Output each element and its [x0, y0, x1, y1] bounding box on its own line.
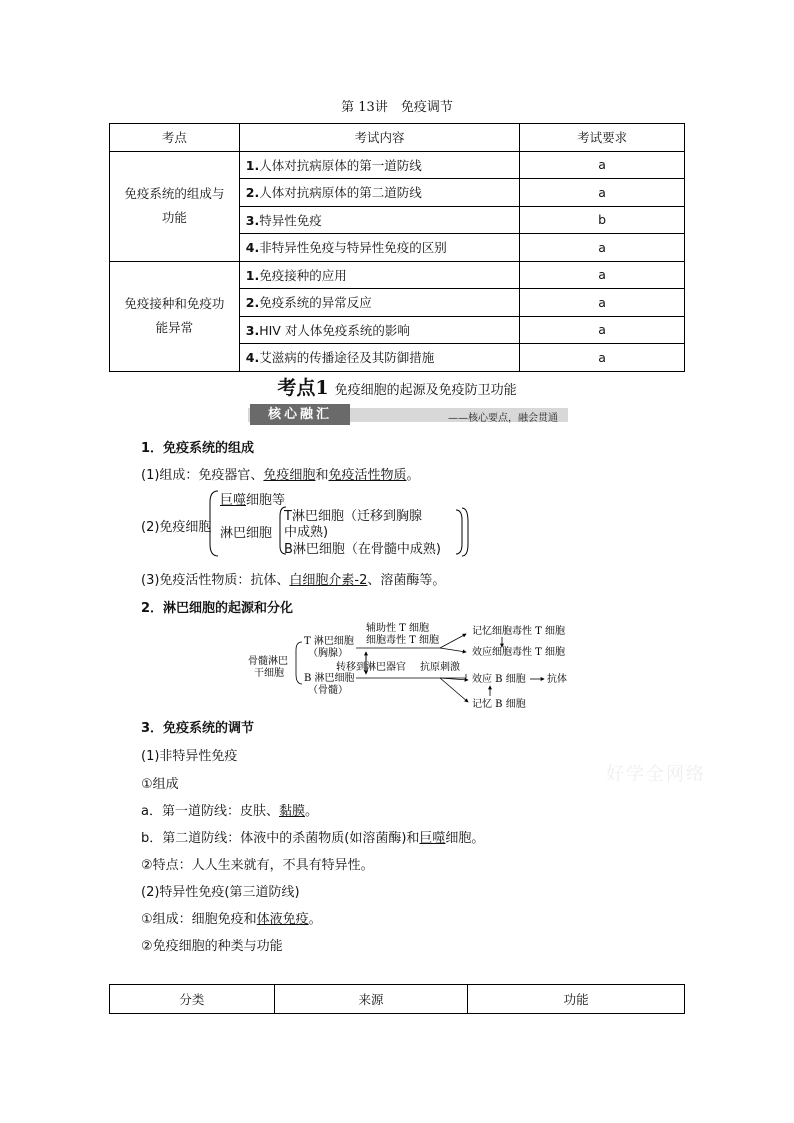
content-cell	[239, 234, 520, 262]
text: 。	[406, 468, 420, 483]
t-cell-label: T 淋巴细胞	[304, 636, 354, 647]
req-cell: a	[520, 344, 685, 372]
paragraph: ②免疫细胞的种类与功能	[141, 939, 283, 954]
item-number: 2.	[245, 185, 260, 201]
outer-right-paren	[462, 508, 468, 556]
arrow-to-mem-b	[440, 678, 468, 702]
effector-t-label: 效应细胞毒性 T 细胞	[472, 647, 566, 658]
table-row	[110, 151, 685, 179]
underlined-text: 免疫活性物质	[328, 468, 407, 483]
b-cell-line: B淋巴细胞（在骨髓中成熟)	[284, 542, 441, 557]
header-cell: 考试内容	[239, 124, 520, 152]
kaodian-heading	[0, 373, 794, 400]
text: (1)组成：免疫器官、	[141, 468, 264, 483]
content-cell	[239, 206, 520, 234]
table-header-row	[110, 985, 685, 1014]
item-text: 特异性免疫	[259, 212, 322, 228]
b-cell-label: B 淋巴细胞	[304, 673, 355, 684]
content-cell	[239, 151, 520, 179]
underlined-text: 免疫细胞	[263, 468, 316, 483]
item-number: 4.	[245, 350, 260, 366]
paragraph	[141, 464, 419, 483]
category-text: 免疫系统的组成与	[124, 186, 225, 201]
item-text: 艾滋病的传播途径及其防御措施	[259, 350, 435, 366]
req-cell: a	[520, 316, 685, 344]
t-origin-label: （胸腺）	[308, 648, 348, 659]
item-number: 3.	[245, 212, 260, 228]
item-number: 1.	[245, 157, 260, 173]
root-label-1: 骨髓淋巴	[248, 656, 288, 667]
exam-requirements-table	[109, 123, 685, 372]
helper-t-label: 辅助性 T 细胞	[366, 623, 430, 634]
antigen-label: 抗原刺激	[420, 662, 460, 673]
cytotoxic-t-label: 细胞毒性 T 细胞	[366, 635, 440, 646]
text: ①组成：细胞免疫和	[141, 912, 257, 927]
text: 、溶菌酶等。	[367, 573, 446, 588]
req-cell: b	[520, 206, 685, 234]
item-text: HIV 对人体免疫系统的影响	[259, 322, 410, 338]
header-cell: 功能	[468, 985, 685, 1014]
macrophage-line	[220, 489, 285, 508]
banner-subtitle: ——核心要点，融会贯通	[448, 413, 558, 424]
item-text: 人体对抗病原体的第一道防线	[259, 157, 422, 173]
item-number: 2.	[245, 295, 260, 311]
category-cell	[110, 261, 240, 371]
antibody-label: 抗体	[547, 674, 567, 685]
t-cell-line: T淋巴细胞（迁移到胸腺	[284, 509, 422, 524]
content-cell	[239, 179, 520, 207]
immune-cell-table	[109, 984, 685, 1014]
text: 细胞等	[246, 493, 286, 508]
page-title: 第 13讲 免疫调节	[341, 100, 453, 115]
root-brace	[296, 642, 302, 684]
header-cell: 考试要求	[520, 124, 685, 152]
req-cell: a	[520, 289, 685, 317]
outer-left-brace	[210, 491, 218, 556]
root-label-2: 干细胞	[254, 668, 284, 679]
category-text: 免疫接种和免疫功	[124, 296, 225, 311]
req-cell: a	[520, 151, 685, 179]
item-number: 4.	[245, 240, 260, 256]
section-heading: 3．免疫系统的调节	[141, 721, 255, 736]
table-row	[110, 261, 685, 289]
req-cell: a	[520, 261, 685, 289]
paragraph	[141, 569, 445, 588]
item-text: 非特异性免疫与特异性免疫的区别	[259, 240, 447, 256]
inner-right-paren	[456, 510, 462, 554]
text: 和	[315, 468, 329, 483]
paragraph	[141, 827, 484, 846]
immune-cells-label: (2)免疫细胞	[141, 520, 212, 535]
table-header-row	[110, 124, 685, 152]
item-text: 免疫系统的异常反应	[259, 295, 372, 311]
text: (3)免疫活性物质：抗体、	[141, 573, 290, 588]
arrow-to-mem-t	[440, 634, 466, 648]
req-cell: a	[520, 234, 685, 262]
underlined-text: 巨噬	[220, 493, 247, 508]
content-cell	[239, 316, 520, 344]
text: 。	[304, 804, 318, 819]
memory-t-label: 记忆细胞毒性 T 细胞	[472, 626, 566, 637]
header-cell: 分类	[110, 985, 275, 1014]
paragraph: ①组成	[141, 777, 179, 792]
content-cell	[239, 344, 520, 372]
section-heading: 2．淋巴细胞的起源和分化	[141, 601, 294, 616]
effector-b-label: 效应 B 细胞	[472, 674, 526, 685]
memory-b-label: 记忆 B 细胞	[472, 699, 526, 710]
text: b．第二道防线：体液中的杀菌物质(如溶菌酶)和	[141, 831, 420, 846]
kaodian-text: 免疫细胞的起源及免疫防卫功能	[334, 383, 517, 398]
section-heading: 1．免疫系统的组成	[141, 441, 255, 456]
item-text: 人体对抗病原体的第二道防线	[259, 185, 422, 201]
text: 。	[308, 912, 322, 927]
paragraph: ②特点：人人生来就有，不具有特异性。	[141, 858, 374, 873]
watermark: 好学全网络	[606, 764, 706, 785]
content-cell	[239, 261, 520, 289]
arrow-to-eff-t	[440, 648, 466, 652]
underlined-text: 白细胞介素-2	[289, 573, 368, 588]
lymphocyte-differentiation-diagram	[240, 618, 590, 714]
item-number: 1.	[245, 267, 260, 283]
underlined-text: 体液免疫	[256, 912, 309, 927]
b-origin-label: （骨髓）	[308, 685, 348, 696]
header-cell: 考点	[110, 124, 240, 152]
category-cell	[110, 151, 240, 261]
category-text: 功能	[161, 210, 187, 225]
underlined-text: 黏膜	[278, 804, 305, 819]
category-text: 能异常	[155, 320, 194, 335]
item-number: 3.	[245, 322, 260, 338]
banner-label: 核心融汇	[250, 404, 350, 425]
text: a．第一道防线：皮肤、	[141, 804, 279, 819]
t-cell-line-2: 中成熟)	[284, 525, 329, 540]
paragraph: (1)非特异性免疫	[141, 749, 238, 764]
content-cell	[239, 289, 520, 317]
paragraph	[141, 908, 322, 927]
underlined-text: 巨噬	[419, 831, 446, 846]
lymphocyte-label: 淋巴细胞	[220, 526, 273, 541]
migrate-label: 转移到淋巴器官	[336, 662, 406, 673]
paragraph: (2)特异性免疫(第三道防线)	[141, 885, 300, 900]
header-cell: 来源	[274, 985, 468, 1014]
paragraph	[141, 800, 318, 819]
kaodian-number: 考点1	[277, 377, 329, 399]
item-text: 免疫接种的应用	[259, 267, 347, 283]
text: 细胞。	[445, 831, 485, 846]
req-cell: a	[520, 179, 685, 207]
